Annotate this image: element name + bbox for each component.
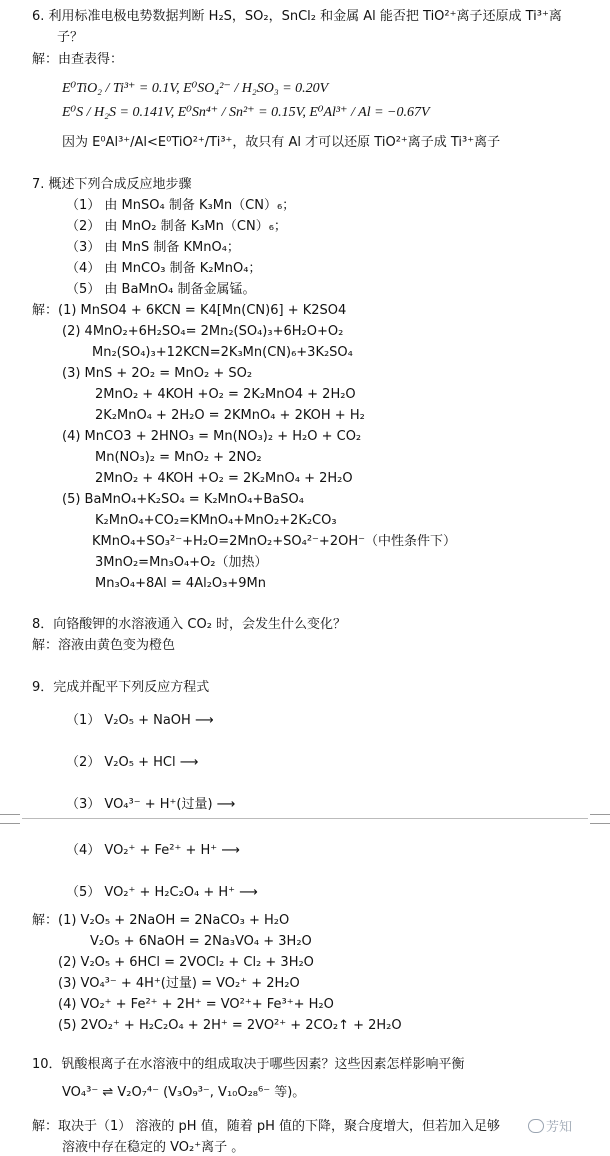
text-line-q10-a: 10．钒酸根离子在水溶液中的组成取决于哪些因素？这些因素怎样影响平衡 [32, 1057, 465, 1072]
text-line-q7-4: （4） 由 MnCO₃ 制备 K₂MnO₄； [66, 261, 262, 276]
text-line-q9-2: （2） V₂O₅ + HCl ⟶ [66, 755, 199, 770]
text-line-a7-3c: 2K₂MnO₄ + 2H₂O = 2KMnO₄ + 2KOH + H₂ [95, 408, 365, 423]
text-line-a9-4: (4) VO₂⁺ + Fe²⁺ + 2H⁺ = VO²⁺+ Fe³⁺+ H₂O [58, 997, 334, 1012]
text-line-a10-b: 溶液中存在稳定的 VO₂⁺离子 。 [62, 1140, 245, 1155]
text-line-q8: 8．向铬酸钾的水溶液通入 CO₂ 时，会发生什么变化？ [32, 617, 347, 632]
text-line-q6-f1: E⁰TiO₂ / Ti³⁺ = 0.1V, E⁰SO₄²⁻ / H₂SO₃ = 0.20V [62, 81, 329, 96]
text-line-q7: 7. 概述下列合成反应地步骤 [32, 177, 192, 192]
text-line-q7-2: （2） 由 MnO₂ 制备 K₃Mn（CN）₆； [66, 219, 287, 234]
text-line-a7-5e: Mn₃O₄+8Al = 4Al₂O₃+9Mn [95, 576, 266, 591]
text-line-a7-4a: (4) MnCO3 + 2HNO₃ = Mn(NO₃)₂ + H₂O + CO₂ [62, 429, 362, 444]
page-break-mark-right [590, 814, 610, 824]
watermark-text: 芳知 [546, 1120, 573, 1135]
text-line-a7-4b: Mn(NO₃)₂ = MnO₂ + 2NO₂ [95, 450, 262, 465]
text-line-a10-a: 解：取决于（1） 溶液的 pH 值，随着 pH 值的下降，聚合度增大，但若加入足够 [32, 1119, 500, 1134]
text-line-a9-2: (2) V₂O₅ + 6HCl = 2VOCl₂ + Cl₂ + 3H₂O [58, 955, 314, 970]
page-break-divider [0, 814, 610, 824]
text-line-a7-2a: (2) 4MnO₂+6H₂SO₄= 2Mn₂(SO₄)₃+6H₂O+O₂ [62, 324, 344, 339]
text-line-a7-5c: KMnO₄+SO₃²⁻+H₂O=2MnO₂+SO₄²⁻+2OH⁻（中性条件下） [92, 534, 456, 549]
text-line-a7-4c: 2MnO₂ + 4KOH +O₂ = 2K₂MnO₄ + 2H₂O [95, 471, 353, 486]
text-line-a7-5a: (5) BaMnO₄+K₂SO₄ = K₂MnO₄+BaSO₄ [62, 492, 304, 507]
text-line-a9-5: (5) 2VO₂⁺ + H₂C₂O₄ + 2H⁺ = 2VO²⁺ + 2CO₂↑ + 2H₂O [58, 1018, 402, 1033]
text-line-a7-3b: 2MnO₂ + 4KOH +O₂ = 2K₂MnO4 + 2H₂O [95, 387, 356, 402]
text-line-q9-3: （3） VO₄³⁻ + H⁺(过量) ⟶ [66, 797, 236, 812]
text-line-q7-1: （1） 由 MnSO₄ 制备 K₃Mn（CN）₆； [66, 198, 296, 213]
text-line-a9-1b: V₂O₅ + 6NaOH = 2Na₃VO₄ + 3H₂O [90, 934, 312, 949]
text-line-q6-f2: E⁰S / H₂S = 0.141V, E⁰Sn⁴⁺ / Sn²⁺ = 0.15V, E⁰Al³⁺ / Al = −0.67V [62, 105, 430, 120]
text-line-a9-1a: 解：(1) V₂O₅ + 2NaOH = 2NaCO₃ + H₂O [32, 913, 290, 928]
text-line-q9-5: （5） VO₂⁺ + H₂C₂O₄ + H⁺ ⟶ [66, 885, 258, 900]
text-line-q6-a: 6. 利用标准电极电势数据判断 H₂S，SO₂，SnCl₂ 和金属 Al 能否把 TiO²⁺离子还原成 Ti³⁺离 [32, 9, 562, 24]
text-line-q7-5: （5） 由 BaMnO₄ 制备金属锰。 [66, 282, 256, 297]
text-line-a8: 解：溶液由黄色变为橙色 [32, 638, 176, 653]
text-line-q6-c: 因为 E⁰Al³⁺/Al<E⁰TiO²⁺/Ti³⁺，故只有 Al 才可以还原 TiO²⁺离子成 Ti³⁺离子 [62, 135, 501, 150]
text-line-a9-3: (3) VO₄³⁻ + 4H⁺(过量) = VO₂⁺ + 2H₂O [58, 976, 300, 991]
text-line-q6-sol: 解：由查表得： [32, 52, 124, 67]
text-line-a7-1: 解：(1) MnSO4 + 6KCN = K4[Mn(CN)6] + K2SO4 [32, 303, 347, 318]
text-line-a7-2b: Mn₂(SO₄)₃+12KCN=2K₃Mn(CN)₆+3K₂SO₄ [92, 345, 353, 360]
text-line-a7-3a: (3) MnS + 2O₂ = MnO₂ + SO₂ [62, 366, 253, 381]
chat-bubble-icon [528, 1119, 544, 1133]
text-line-q9: 9．完成并配平下列反应方程式 [32, 680, 210, 695]
text-line-q10-b: VO₄³⁻ ⇌ V₂O₇⁴⁻ (V₃O₉³⁻, V₁₀O₂₈⁶⁻ 等)。 [62, 1085, 306, 1100]
text-line-a7-5d: 3MnO₂=Mn₃O₄+O₂（加热） [95, 555, 268, 570]
page-break-line [22, 818, 588, 819]
text-line-q9-4: （4） VO₂⁺ + Fe²⁺ + H⁺ ⟶ [66, 843, 240, 858]
text-line-q9-1: （1） V₂O₅ + NaOH ⟶ [66, 713, 214, 728]
watermark [528, 1116, 572, 1135]
page-break-mark-left [0, 814, 20, 824]
text-line-a7-5b: K₂MnO₄+CO₂=KMnO₄+MnO₂+2K₂CO₃ [95, 513, 337, 528]
text-line-q6-b: 子？ [57, 30, 84, 45]
text-line-q7-3: （3） 由 MnS 制备 KMnO₄； [66, 240, 240, 255]
